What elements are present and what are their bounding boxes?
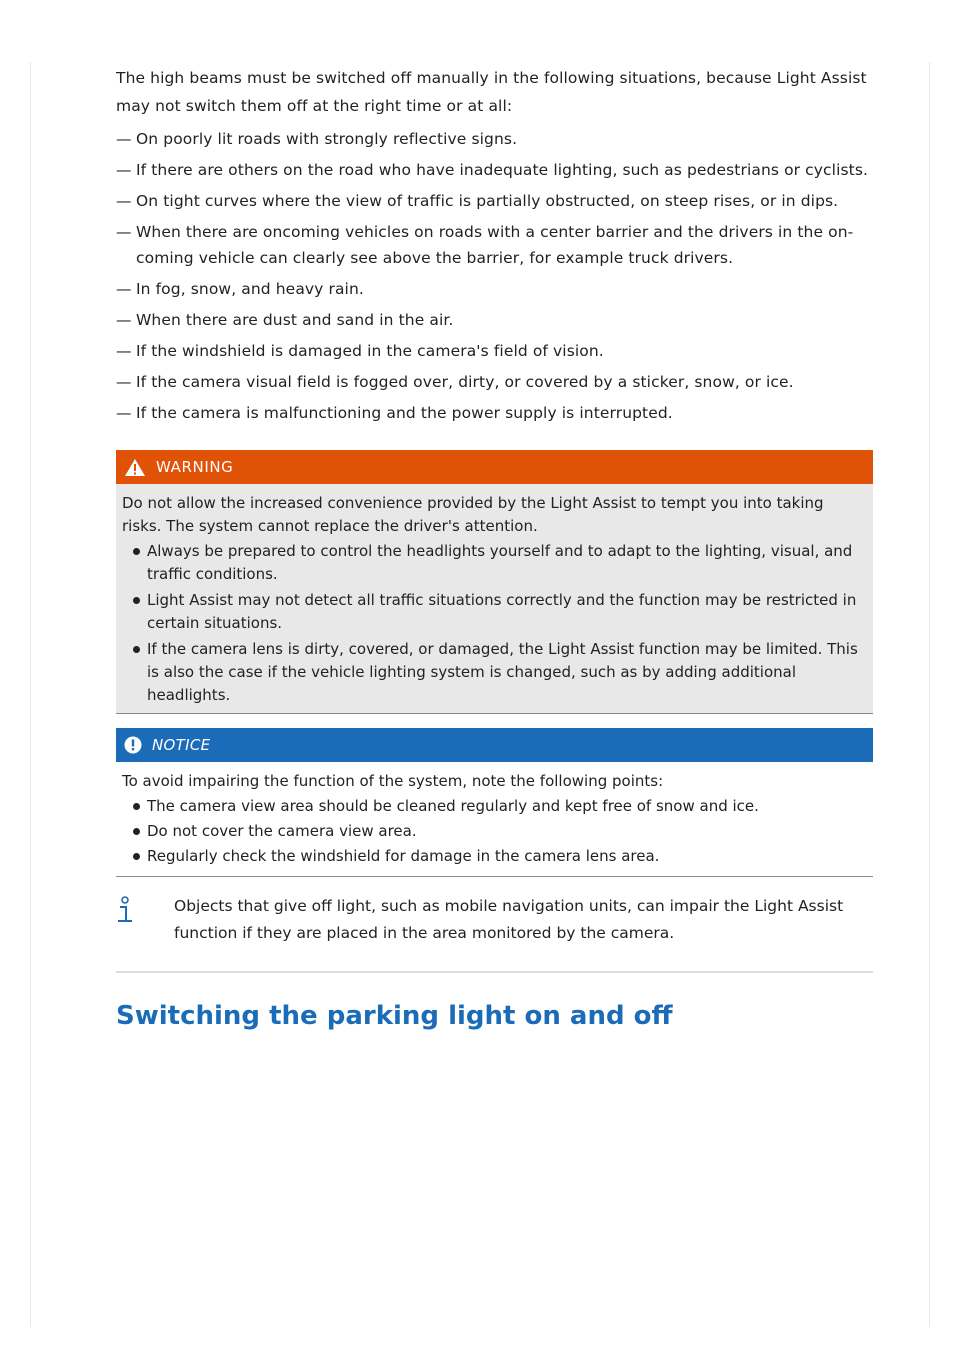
- warning-triangle-icon: [124, 458, 146, 477]
- warning-bullets: [122, 540, 867, 707]
- situation-item: — When there are oncoming vehicles on roads with a center barrier and the drivers in the on- coming vehicle can clearly see above the barrier, for example truck drivers.: [116, 219, 873, 271]
- notice-body: [116, 762, 873, 877]
- warning-title: WARNING: [156, 458, 234, 476]
- notice-header: [116, 728, 873, 762]
- page-content: [116, 64, 873, 1033]
- situation-item: — When there are dust and sand in the air.: [116, 307, 873, 333]
- section-title: Switching the parking light on and off: [116, 1001, 673, 1031]
- warning-box: [116, 450, 873, 714]
- page-frame-right: [929, 62, 930, 1327]
- warning-text: Do not allow the increased convenience provided by the Light Assist to tempt you into taking risks. The system cannot replace the driver's attention.: [122, 494, 824, 535]
- warning-body: [116, 484, 873, 714]
- notice-bullet: The camera view area should be cleaned regularly and kept free of snow and ice.: [122, 795, 867, 818]
- situation-item: — In fog, snow, and heavy rain.: [116, 276, 873, 302]
- notice-bullet: Do not cover the camera view area.: [122, 820, 867, 843]
- warning-bullet: Always be prepared to control the headlights yourself and to adapt to the lighting, visual, and traffic conditions.: [122, 540, 867, 586]
- info-text: Objects that give off light, such as mobile navigation units, can impair the Light Assist function if they are placed in the area monitored by the camera.: [174, 897, 844, 942]
- situation-item: — If the windshield is damaged in the camera's field of vision.: [116, 338, 873, 364]
- notice-title: NOTICE: [152, 736, 211, 754]
- warning-bullet: If the camera lens is dirty, covered, or damaged, the Light Assist function may be limited. This is also the case if the vehicle lighting system is changed, such as by adding additional headlights.: [122, 638, 867, 707]
- intro-paragraph: The high beams must be switched off manually in the following situations, because Light Assist may not switch them off at the right time or at all:: [116, 69, 867, 115]
- situation-item: — If the camera is malfunctioning and the power supply is interrupted.: [116, 400, 873, 426]
- situations-list: [116, 126, 873, 426]
- notice-box: [116, 728, 873, 877]
- info-icon: [116, 893, 174, 947]
- info-note: [116, 893, 873, 973]
- page-frame-left: [30, 62, 31, 1327]
- warning-bullet: Light Assist may not detect all traffic situations correctly and the function may be restricted in certain situations.: [122, 589, 867, 635]
- situation-item: — If the camera visual field is fogged over, dirty, or covered by a sticker, snow, or ice.: [116, 369, 873, 395]
- notice-bullet: Regularly check the windshield for damage in the camera lens area.: [122, 845, 867, 868]
- notice-bullets: [122, 795, 867, 868]
- notice-text: To avoid impairing the function of the system, note the following points:: [122, 772, 664, 790]
- situation-item: — On poorly lit roads with strongly reflective signs.: [116, 126, 873, 152]
- situation-item: — On tight curves where the view of traffic is partially obstructed, on steep rises, or in dips.: [116, 188, 873, 214]
- exclamation-circle-icon: [124, 736, 142, 754]
- warning-header: [116, 450, 873, 484]
- situation-item: — If there are others on the road who have inadequate lighting, such as pedestrians or cyclists.: [116, 157, 873, 183]
